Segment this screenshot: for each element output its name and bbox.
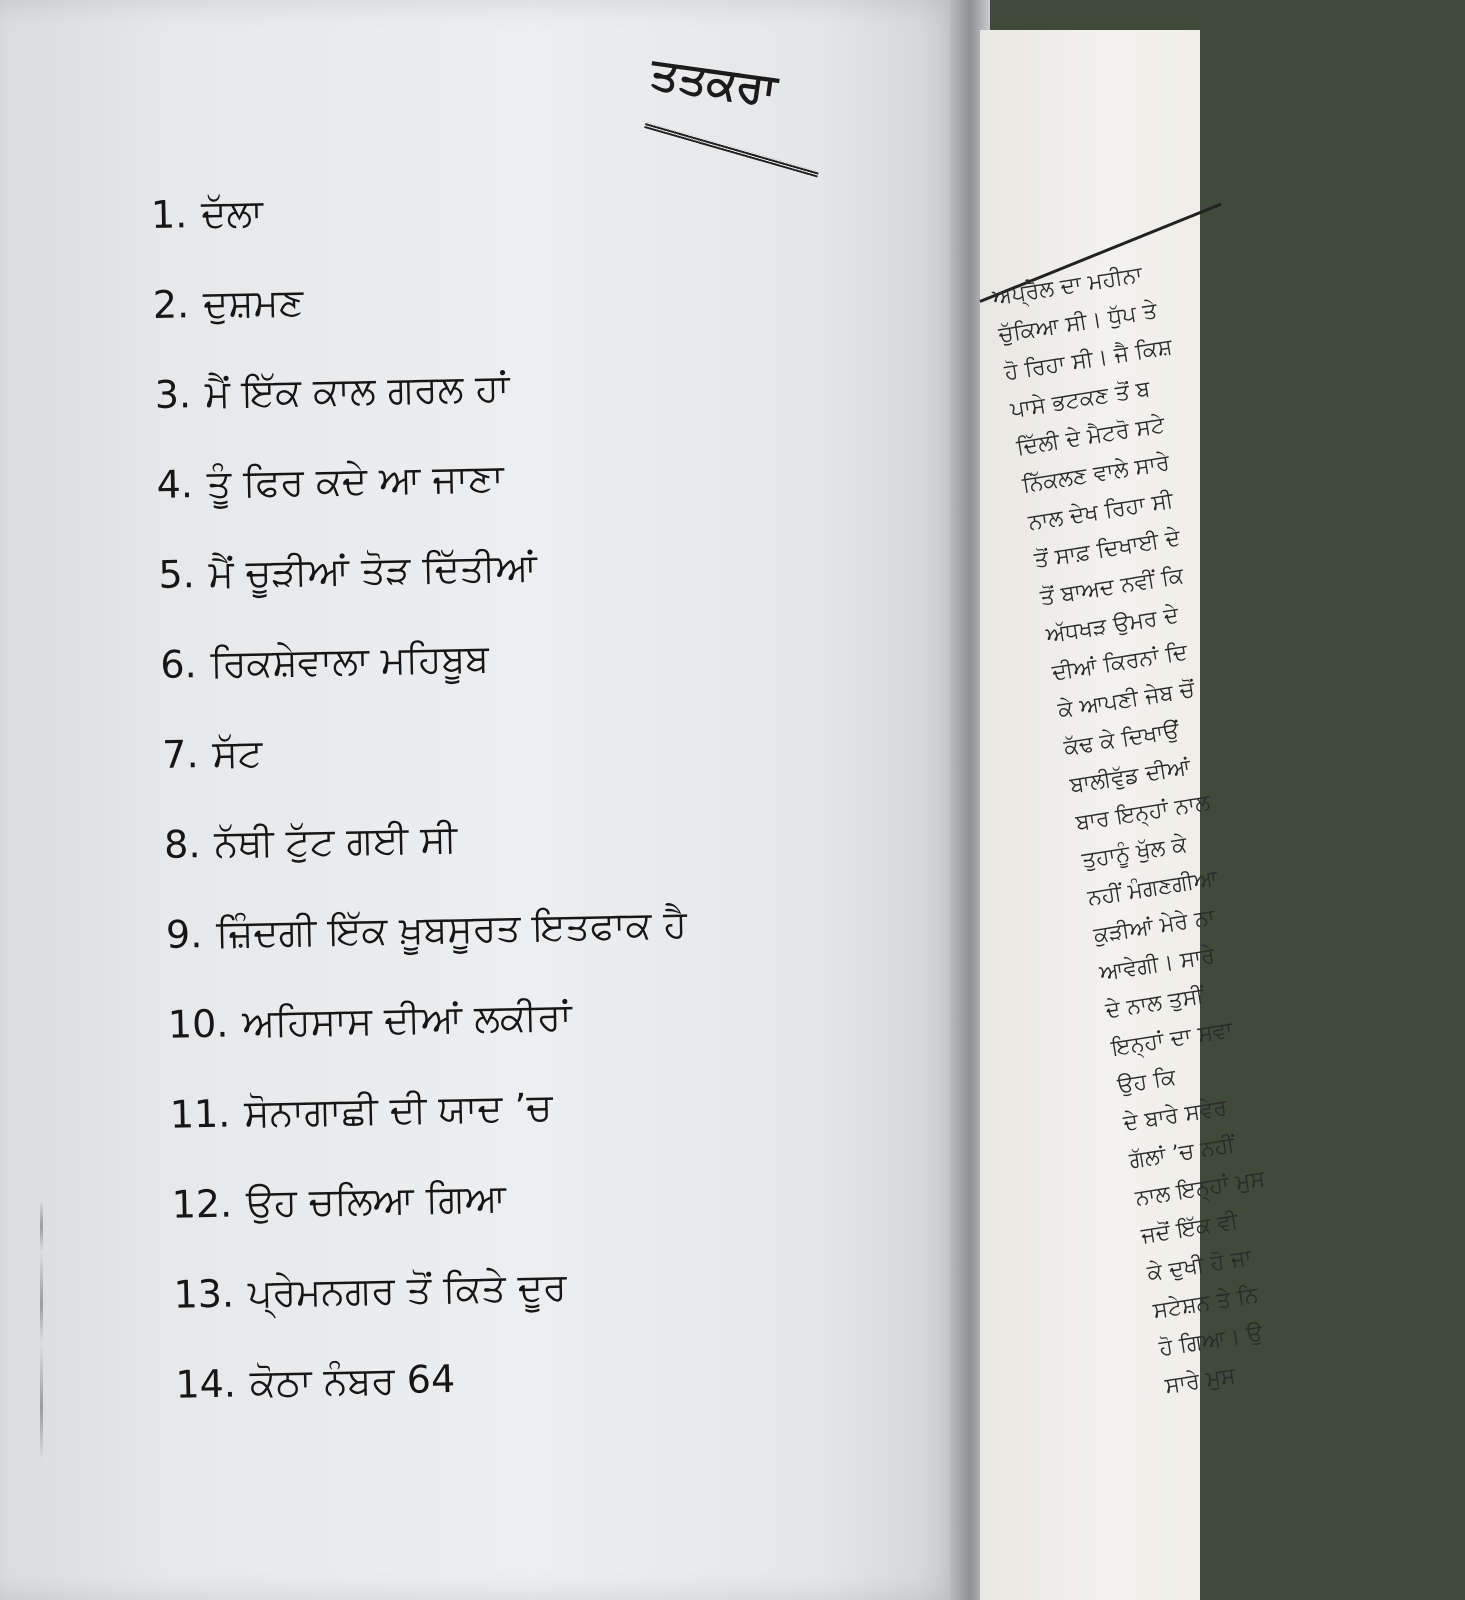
right-page-line: ਤੋਂ ਸਾਫ਼ ਦਿਖਾਈ ਦੇ <box>1032 525 1182 574</box>
right-page-line: ਕੁੜੀਆਂ ਮੇਰੇ ਨਾ <box>1091 904 1217 949</box>
toc-entry-title: ਦੱਲਾ <box>200 190 264 236</box>
toc-entry-title: ਸੋਨਾਗਾਛੀ ਦੀ ਯਾਦ ’ਚ <box>243 1084 553 1135</box>
toc-entry <box>175 1323 957 1429</box>
toc-entry-title: ਕੋਠਾ ਨੰਬਰ 64 <box>249 1356 456 1405</box>
toc-entry-title: ਜ਼ਿੰਦਗੀ ਇੱਕ ਖ਼ੂਬਸੂਰਤ ਇਤਫਾਕ ਹੈ <box>215 901 688 956</box>
toc-entry-number: 7. <box>161 732 199 777</box>
right-page-line: ਨਾਲ ਇਨ੍ਹਾਂ ਮੁਸ <box>1133 1166 1267 1212</box>
toc-entry-number: 6. <box>159 642 198 687</box>
right-page <box>980 30 1267 1600</box>
right-page-line: ਨਹੀਂ ਮੰਗਣਗੀਆ <box>1086 865 1220 912</box>
toc-entry-title: ਉਹ ਚਲਿਆ ਗਿਆ <box>245 1175 507 1225</box>
toc-entry-number: 13. <box>173 1271 235 1317</box>
toc-entry <box>152 244 934 350</box>
right-page-line: ਉਹ ਕਿ <box>1115 1064 1178 1099</box>
toc-entry <box>158 514 940 620</box>
right-page-line: ਸਟੇਸ਼ਨ ਤੇ ਨਿ <box>1151 1282 1261 1324</box>
right-page-line: ਪਾਸੇ ਭਟਕਣ ਤੋਂ ਬ <box>1008 376 1152 424</box>
right-page-line: ਬਾਲੀਵੁੱਡ ਦੀਆਂ <box>1068 754 1193 799</box>
toc-entry-number: 10. <box>167 1001 229 1047</box>
toc-entry-number: 14. <box>174 1361 237 1407</box>
right-page-line: ਅੱਧਖੜ ਉਮਰ ਦੇ <box>1044 602 1181 649</box>
right-page-line: ਹੋ ਗਿਆ। ਉ <box>1157 1320 1265 1362</box>
right-page-line: ਤੁਹਾਨੂੰ ਖੁੱਲ ਕੇ <box>1080 832 1189 874</box>
toc-entry <box>171 1143 953 1249</box>
right-page-line: ਕੇ ਦੁਖੀ ਹੋ ਜਾ <box>1145 1245 1254 1287</box>
toc-entry-number: 11. <box>169 1091 231 1137</box>
toc-entry <box>161 694 943 800</box>
toc-entry <box>165 874 947 980</box>
right-page-text <box>990 233 1465 1406</box>
toc-entry <box>173 1233 955 1339</box>
right-page-line: ਬਾਰ ਇਨ੍ਹਾਂ ਨਾਲ <box>1074 790 1212 837</box>
table-of-contents <box>150 154 956 1430</box>
toc-entry-number: 8. <box>163 822 201 867</box>
toc-entry-number: 5. <box>158 552 196 597</box>
toc-entry-number: 2. <box>152 282 190 327</box>
toc-entry-title: ਸੱਟ <box>212 730 263 776</box>
toc-entry-title: ਮੈਂ ਇੱਕ ਕਾਲ ਗਰਲ ਹਾਂ <box>204 365 510 416</box>
right-page-line: ਦੇ ਨਾਲ ਤੁਸੀਂ <box>1103 983 1206 1024</box>
right-page-line: ਕੇ ਆਪਣੀ ਜੇਬ ਚੋਂ <box>1056 677 1197 724</box>
toc-entry-number: 1. <box>150 192 188 237</box>
right-page-line: ਨਿੱਕਲਣ ਵਾਲੇ ਸਾਰੇ <box>1020 450 1172 499</box>
toc-entry-title: ਦੁਸ਼ਮਣ <box>202 279 304 326</box>
toc-entry-number: 3. <box>154 372 192 417</box>
toc-entry-title: ਅਹਿਸਾਸ ਦੀਆਂ ਲਕੀਰਾਂ <box>241 993 573 1045</box>
toc-entry-title: ਰਿਕਸ਼ੇਵਾਲਾ ਮਹਿਬੂਬ <box>210 635 490 686</box>
right-page-line: ਜਦੋਂ ਇੱਕ ਵੀ <box>1139 1208 1240 1249</box>
right-page-line: ਤੋਂ ਬਾਅਦ ਨਵੀਂ ਕਿ <box>1038 563 1186 611</box>
toc-entry-title: ਪ੍ਰੇਮਨਗਰ ਤੋਂ ਕਿਤੇ ਦੂਰ <box>247 1264 567 1315</box>
contents-heading: ਤਤਕਰਾ <box>647 48 780 117</box>
toc-entry-number: 4. <box>156 462 194 507</box>
toc-entry <box>150 154 932 260</box>
toc-entry <box>156 424 938 530</box>
toc-entry <box>159 604 941 710</box>
right-page-line: ਸਾਰੇ ਮੁਸ <box>1163 1363 1238 1400</box>
toc-entry <box>154 334 936 440</box>
right-page-line: ਦੇ ਬਾਰੇ ਸਵੇਰ <box>1121 1095 1229 1137</box>
right-page-line: ਗੱਲਾਂ ’ਚ ਨਹੀਂ <box>1127 1132 1237 1174</box>
toc-entry-number: 12. <box>171 1181 233 1227</box>
right-page-line: ਕੱਢ ਕੇ ਦਿਖਾਉਂ <box>1062 718 1181 762</box>
toc-entry <box>167 963 949 1069</box>
right-page-line: ਦੀਆਂ ਕਿਰਨਾਂ ਦਿ <box>1050 639 1190 686</box>
toc-entry <box>163 784 945 890</box>
right-page-line: ਹੋ ਰਿਹਾ ਸੀ। ਜੈ ਕਿਸ਼ <box>1002 334 1174 386</box>
right-page-line: ਅਪ੍ਰੈਲ ਦਾ ਮਹੀਨਾ <box>990 262 1145 311</box>
toc-entry-title: ਨੱਥੀ ਟੁੱਟ ਗਈ ਸੀ <box>213 816 458 866</box>
right-page-line: ਇਨ੍ਹਾਂ ਦਾ ਸਵਾ <box>1109 1017 1235 1062</box>
right-page-line: ਆਵੇਗੀ। ਸਾਰੇ <box>1097 943 1217 987</box>
margin-pencil-marks <box>40 1200 43 1460</box>
right-page-line: ਨਾਲ ਦੇਖ ਰਿਹਾ ਸੀ <box>1026 488 1175 536</box>
right-page-line: ਦਿੱਲੀ ਦੇ ਮੈਟਰੋ ਸਟੇ <box>1014 412 1167 461</box>
toc-entry <box>169 1053 951 1159</box>
toc-entry-title: ਮੈਂ ਚੂੜੀਆਂ ਤੋੜ ਦਿੱਤੀਆਂ <box>208 544 538 596</box>
toc-entry-title: ਤੂੰ ਫਿਰ ਕਦੇ ਆ ਜਾਣਾ <box>206 455 505 506</box>
toc-entry-number: 9. <box>165 912 203 957</box>
right-page-line: ਚੁੱਕਿਆ ਸੀ। ਧੁੱਪ ਤੇ <box>996 298 1159 349</box>
